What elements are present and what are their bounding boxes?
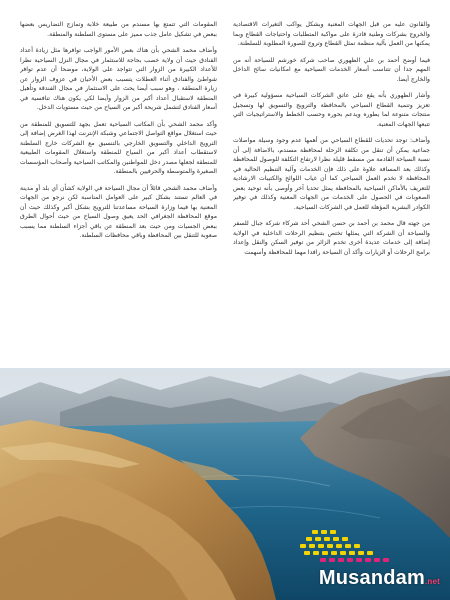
paragraph: وأشار الظهوري بأنه يقع على عاتق الشركات السياحية مسؤولية كبيرة في تعزيز وتنمية القطاع السياحي بالمحافظة والترويج والتسويق لها وتسجيل منتجات متنوعة لما يطوره ويدعم بحوره وحسب الخطط والاستراتيجيات التي تتبعها الجهات المعنية. bbox=[233, 92, 430, 128]
logo-word: Musandam bbox=[318, 567, 425, 589]
logo-wordmark bbox=[319, 567, 440, 590]
paragraph: المقومات التي تتمتع بها مسندم من طبيعة خلابة وتمازج التضاريس بعضها ببعض في تشكيل عامل جذب مميز على مستوى السلطنة والمنطقة. bbox=[20, 21, 217, 38]
logo-suffix: .net bbox=[424, 577, 440, 586]
article-body bbox=[20, 20, 430, 362]
paragraph: وأضاف محمد الشحي قائلاً أن مجال السياحة في الولاية كشأن أي بلد أو مدينة في العالم تستند بشكل كبير على العوامل المناسبة لكن نرجو من الجهات المعنية بها فيما وزارة السياحة مساعدتنا للترويج بشكل أكبر وكذلك حيث أن موقع المحافظة الجغرافي الحد يعيق وصول السياح من حيث أحوال الطرق ببعض الجسيات ومن حيث بعد المنطقة عن باقي أجزاء السلطنة مما يسبب صعوبة للتنقل بين المحافظة وباقي محافظات السلطنة. bbox=[20, 184, 217, 239]
article-column-left bbox=[20, 20, 217, 362]
fjord-landscape-photo bbox=[0, 368, 450, 600]
paragraph: والقانون عليه من قبل الجهات المعنية وبشكل يواكب التغيرات الاقتصادية والخروج بشركات وطنية قادرة على مواكبة المتطلبات واحتياجات القطاع وبما يمكنها من العمل بآلية منظمة تمثل القطاع وتروج للصورة المطلوبة للسلطنة. bbox=[233, 21, 430, 47]
musandam-logo bbox=[294, 526, 444, 596]
paragraph: وأكد محمد الشحي بأن المكاتب السياحية تعمل بجهد للتسويق للمنطقة من حيث استغلال مواقع التواصل الاجتماعي وشبكة الإنترنت لهذا الغرض إضافة إلى الترويج الداخلي والتسويق الخارجي بالتنسيق مع الشركات خارج السلطنة لاستقطاب أعداد أكبر من السياح للمنطقة واستغلال المقومات الطبيعية للمنطقة لجعلها مصدر دخل للمواطنين والمكاتب السياحية وأصحاب المؤسسات الصغيرة والمتوسطة والحرفيين بالمنطقة. bbox=[20, 120, 217, 175]
paragraph: من جهته قال محمد بن أحمد بن حسن الشحي أحد شركاء شركة جبال للسفر والسياحة أن الشركة التي يمثلها تختص بتنظيم الرحلات الداخلية في الولاية إضافة إلى خدمات عديدة أخرى تخدم الزائر من توفير السكن والنقل وإعداد برامج الرحلات أو الزيارات وأكد أن السياحة رافدا مهما للمحافظة وأسهمت bbox=[233, 220, 430, 256]
paragraph: وأضاف: توجد تحديات للقطاع السياحي من أهمها عدم وجود وسيلة مواصلات جماعية يمكن أن تنقل من تكلفة الرحلة لمحافظة مسندم، بالاضافة إلى أن نسبة السياحة القادمة من مسقط قليلة نظرا لارتفاع التكلفة للوصول للمحافظة وكذلك بعد المسافة علاوة على ذلك فإن الخدمات وآلية التنظيم الحالية في المحافظة لا تخدم العمل السياحي كما أن غياب اللوائح والكتيبات الارشادية للتعريف بالأماكن السياحية بالمحافظة يمثل تحديا آخر وأوصى بأنه توحيد بعض الصعوبات في الحصول على الخدمات من الجهات المعنية وكذلك في توفير الكوادر البشرية المؤهلة للعمل في الشركات السياحية. bbox=[233, 137, 430, 211]
paragraph: فيما أوضح أحمد بن علي الظهوري صاحب شركة خورشم للسياحة أنه من المهم جدا أن تتناسب أسعار الخدمات السياحية مع امكانيات سائح الداخل والخارج أيضا. bbox=[233, 56, 430, 83]
paragraph: وأضاف محمد الشحي بأن هناك بعض الأمور الواجب توافرها مثل زيادة أعداد الفنادق حيث أن ولاية خصب بحاجة للاستثمار في مجال النزل السياحية نظرا للأعداد الكبيرة من الزوار التي تتواجد على الولاية، موضحا أن عدم توافر شواطئ والفنادق أثناء العطلات يتسبب بعض الأحيان في عزوف الزوار عن زيارة المنطقة ، وهو سبب أيضا يحث على الاستثمار في مجال الفندقة وتأهيل المنطقة لاستقبال أعداد أكبر من الزوار وأيضا لكي يكون هناك تنافسية في أسعار الفنادق لتشمل شريحة أكبر من السياح من حيث مستويات الدخل. bbox=[20, 47, 217, 111]
article-column-right bbox=[233, 20, 430, 362]
